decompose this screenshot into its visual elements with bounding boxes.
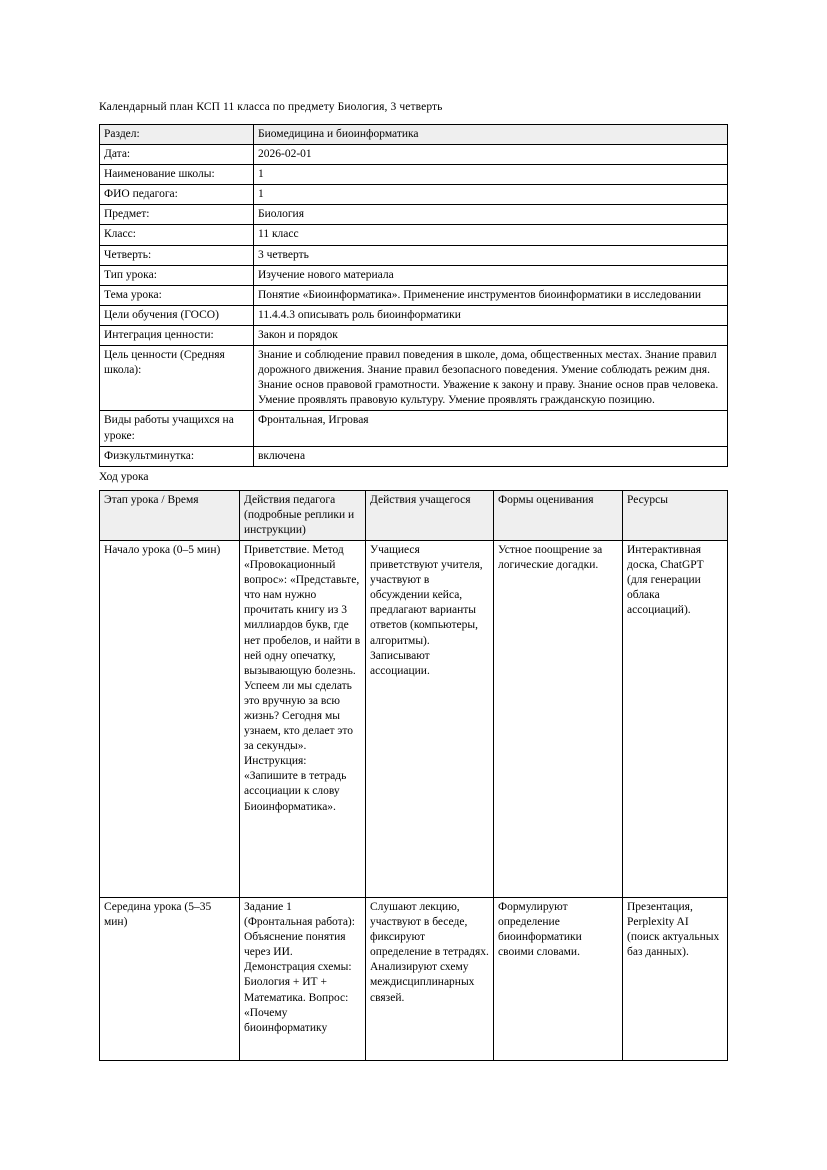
info-row-value: 1: [254, 185, 728, 205]
table-row: [100, 411, 728, 446]
info-row-label: Наименование школы:: [100, 165, 254, 185]
lesson-flow-table-head: [100, 490, 728, 540]
teacher-actions-cell: [240, 897, 366, 1060]
resources-cell: [623, 897, 728, 1060]
table-row: [100, 205, 728, 225]
info-row-label: Предмет:: [100, 205, 254, 225]
resources-cell-text: Интерактивная доска, ChatGPT (для генерации облака ассоциаций).: [627, 543, 704, 617]
column-header: Этап урока / Время: [100, 490, 240, 540]
table-row: [100, 125, 728, 145]
resources-cell: [623, 540, 728, 897]
table-row: [100, 145, 728, 165]
info-row-label: Тема урока:: [100, 285, 254, 305]
stage-cell-text: Начало урока (0–5 мин): [104, 543, 221, 556]
info-row-value: Закон и порядок: [254, 325, 728, 345]
info-row-label: Виды работы учащихся на уроке:: [100, 411, 254, 446]
table-row: [100, 346, 728, 411]
info-row-value: 2026-02-01: [254, 145, 728, 165]
info-row-label: Дата:: [100, 145, 254, 165]
info-row-value: 3 четверть: [254, 245, 728, 265]
info-row-value: Фронтальная, Игровая: [254, 411, 728, 446]
assessment-cell-text: Устное поощрение за логические догадки.: [498, 543, 603, 572]
column-header: Формы оценивания: [494, 490, 623, 540]
assessment-cell: [494, 897, 623, 1060]
stage-cell: [100, 897, 240, 1060]
column-header: Действия педагога (подробные реплики и инструкции): [240, 490, 366, 540]
stage-cell-text: Середина урока (5–35 мин): [104, 900, 212, 929]
stage-cell: [100, 540, 240, 897]
info-row-value: Биология: [254, 205, 728, 225]
table-row: [100, 185, 728, 205]
table-row: [100, 265, 728, 285]
info-row-label: Класс:: [100, 225, 254, 245]
info-row-label: Физкультминутка:: [100, 446, 254, 466]
info-row-label: Тип урока:: [100, 265, 254, 285]
table-row: [100, 305, 728, 325]
student-actions-cell: [366, 897, 494, 1060]
info-row-value: Понятие «Биоинформатика». Применение инструментов биоинформатики в исследовании: [254, 285, 728, 305]
column-header: Действия учащегося: [366, 490, 494, 540]
info-row-value: 1: [254, 165, 728, 185]
info-row-label: Раздел:: [100, 125, 254, 145]
student-actions-cell-text: Слушают лекцию, участвуют в беседе, фиксируют определение в тетрадях. Анализируют схему междисциплинарных связей.: [370, 900, 489, 1004]
table-row: [100, 225, 728, 245]
lesson-flow-heading: Ход урока: [99, 470, 149, 483]
info-row-value: 11 класс: [254, 225, 728, 245]
lesson-info-table-body: [100, 125, 728, 467]
table-row: [100, 285, 728, 305]
info-row-label: Цель ценности (Средняя школа):: [100, 346, 254, 411]
lesson-flow-table-body: [100, 540, 728, 1060]
info-row-value: Знание и соблюдение правил поведения в школе, дома, общественных местах. Знание правил дорожного движения. Знание правил безопасного поведения. Умение соблюдать режим дня. Знание основ правовой грамотности. Уважение к закону и праву. Знание основ прав человека. Умение проявлять правовую культуру. Умение проявлять гражданскую позицию.: [254, 346, 728, 411]
info-row-value: 11.4.4.3 описывать роль биоинформатики: [254, 305, 728, 325]
info-row-value: Биомедицина и биоинформатика: [254, 125, 728, 145]
info-row-value: включена: [254, 446, 728, 466]
table-row: [100, 165, 728, 185]
teacher-actions-cell-text: Приветствие. Метод «Провокационный вопрос»: «Представьте, что нам нужно прочитать книгу из 3 миллиардов букв, где нет пробелов, и найти в ней одну опечатку, вызывающую болезнь. Успеем ли мы сделать это вручную за всю жизнь? Сегодня мы узнаем, кто делает это за секунды». Инструкция: «Запишите в тетрадь ассоциации к слову Биоинформатика».: [244, 543, 361, 813]
page-title: Календарный план КСП 11 класса по предмету Биология, 3 четверть: [99, 101, 443, 113]
table-header-row: [100, 490, 728, 540]
student-actions-cell-text: Учащиеся приветствуют учителя, участвуют в обсуждении кейса, предлагают варианты ответов (компьютеры, алгоритмы). Записывают ассоциации.: [370, 543, 483, 677]
student-actions-cell: [366, 540, 494, 897]
teacher-actions-cell-text: Задание 1 (Фронтальная работа): Объяснение понятия через ИИ. Демонстрация схемы: Биология + ИТ + Математика. Вопрос: «Почему биоинформатику: [244, 900, 355, 1034]
assessment-cell-text: Формулируют определение биоинформатики своими словами.: [498, 900, 582, 959]
info-row-label: Цели обучения (ГОСО): [100, 305, 254, 325]
info-row-value: Изучение нового материала: [254, 265, 728, 285]
table-row: [100, 446, 728, 466]
info-row-label: ФИО педагога:: [100, 185, 254, 205]
assessment-cell: [494, 540, 623, 897]
info-row-label: Интеграция ценности:: [100, 325, 254, 345]
table-row: [100, 245, 728, 265]
lesson-flow-table: [99, 490, 728, 1061]
table-row: [100, 897, 728, 1060]
info-row-label: Четверть:: [100, 245, 254, 265]
table-row: [100, 540, 728, 897]
resources-cell-text: Презентация, Perplexity AI (поиск актуальных баз данных).: [627, 900, 720, 959]
lesson-info-table: [99, 124, 728, 467]
column-header: Ресурсы: [623, 490, 728, 540]
table-row: [100, 325, 728, 345]
teacher-actions-cell: [240, 540, 366, 897]
